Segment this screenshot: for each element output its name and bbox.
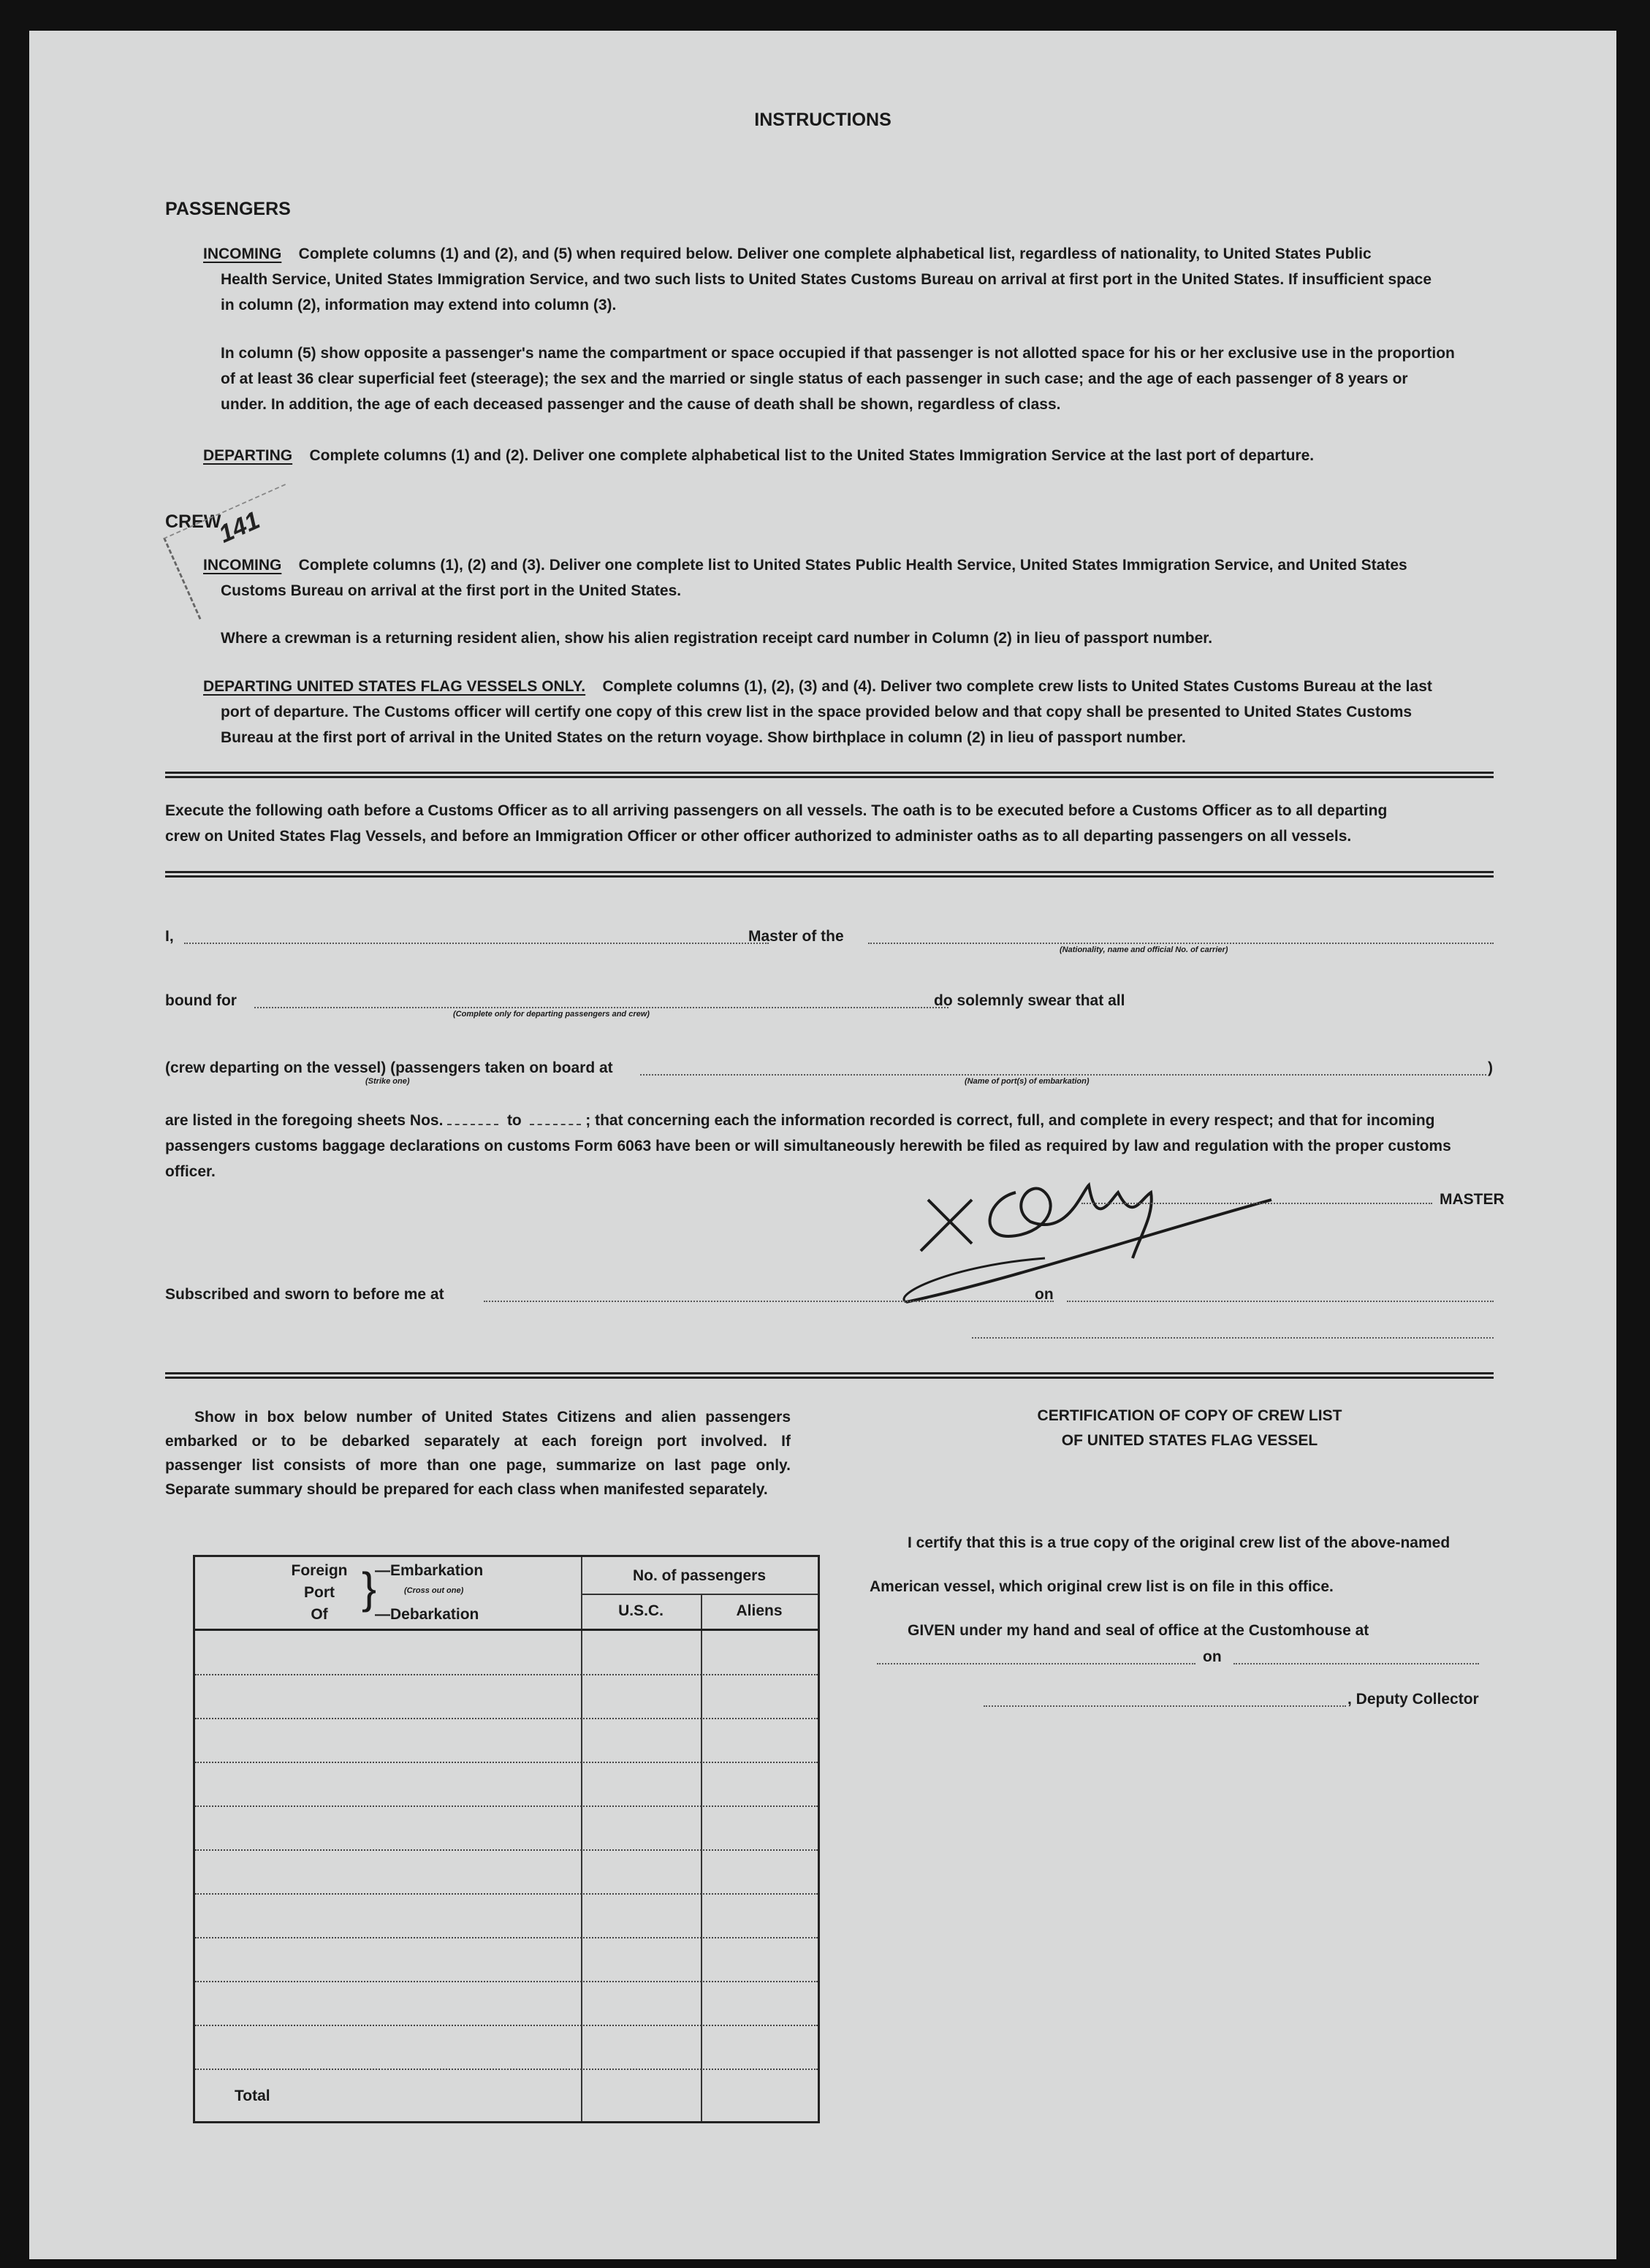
- table-row[interactable]: [195, 1718, 818, 1719]
- customhouse-field[interactable]: [877, 1663, 1195, 1664]
- departing-label: DEPARTING: [203, 447, 293, 464]
- given-line: GIVEN under my hand and seal of office at the Customhouse at: [908, 1622, 1369, 1639]
- summary-instr-line-2: embarked or to be debarked separately at each foreign port involved. If: [165, 1433, 791, 1450]
- master-signature: [862, 1149, 1301, 1331]
- table-row[interactable]: [195, 1805, 818, 1807]
- crew-incoming-label: INCOMING: [203, 557, 282, 574]
- strike-one-note: (Strike one): [365, 1077, 410, 1086]
- deputy-signature-field[interactable]: [984, 1705, 1346, 1707]
- summary-instr-text-1: Show in box below number of United States Citizens and alien passengers: [194, 1409, 791, 1426]
- sheets-text-a: are listed in the foregoing sheets Nos.: [165, 1112, 444, 1129]
- passengers-departing: [203, 443, 1314, 468]
- sworn-date-field[interactable]: [1067, 1301, 1494, 1302]
- embarkation-label[interactable]: —Embarkation: [375, 1562, 484, 1579]
- of-label: Of: [311, 1606, 328, 1623]
- certify-line-1: I certify that this is a true copy of the original crew list of the above-named: [908, 1534, 1451, 1551]
- sheets-line-1: [165, 1108, 1502, 1133]
- col5-line-3: under. In addition, the age of each deceased passenger and the cause of death shall be shown, regardless of class.: [221, 396, 1061, 413]
- master-label: MASTER: [1440, 1191, 1505, 1208]
- oath-intro-line-1: Execute the following oath before a Customs Officer as to all arriving passengers on all vessels. The oath is to be executed before a Customs Officer as to all departing: [165, 802, 1388, 819]
- header-divider: [581, 1594, 818, 1595]
- sworn-place-field[interactable]: [484, 1301, 1054, 1302]
- crew-heading: CREW: [165, 511, 221, 532]
- column-divider: [581, 1557, 582, 2121]
- summary-instr-line-4: Separate summary should be prepared for each class when manifested separately.: [165, 1481, 768, 1498]
- col5-line-1: In column (5) show opposite a passenger's name the compartment or space occupied if that passenger is not allotted space for his or her exclusive use in the proportion: [221, 345, 1455, 362]
- cert-date-field[interactable]: [1233, 1663, 1479, 1664]
- sworn-on-label: on: [1035, 1286, 1054, 1303]
- divider: [165, 772, 1494, 778]
- aliens-header: Aliens: [736, 1602, 783, 1619]
- sheets-to: to: [506, 1112, 522, 1129]
- certification-title-2: OF UNITED STATES FLAG VESSEL: [1061, 1432, 1318, 1449]
- crew-incoming-line-1: Complete columns (1), (2) and (3). Deliver one complete list to United States Public Health Service, United States Immigration Service, and United States: [298, 557, 1407, 574]
- incoming-line-2: Health Service, United States Immigration Service, and two such lists to United States Customs Bureau on arrival at first port in the United States. If insufficient space: [221, 271, 1432, 288]
- passengers-incoming: [203, 241, 1540, 267]
- stamp-number: 141: [214, 506, 265, 549]
- col5-line-2: of at least 36 clear superficial feet (steerage); the sex and the married or single status of each passenger in such case; and the age of each passenger of 8 years or: [221, 370, 1408, 387]
- debarkation-label[interactable]: —Debarkation: [375, 1606, 479, 1623]
- oath-intro-line-2: crew on United States Flag Vessels, and before an Immigration Officer or other officer authorized to administer oaths as to all departing passengers on all vessels.: [165, 828, 1352, 845]
- officer-signature-field[interactable]: [972, 1337, 1494, 1339]
- incoming-line-3: in column (2), information may extend into column (3).: [221, 297, 617, 313]
- sheet-from-field[interactable]: [447, 1124, 498, 1125]
- flag-line-1: Complete columns (1), (2), (3) and (4). Deliver two complete crew lists to United States Customs Bureau at the last: [602, 678, 1432, 695]
- oath-i: I,: [165, 928, 174, 945]
- table-row[interactable]: [195, 1762, 818, 1763]
- no-passengers-header: No. of passengers: [632, 1567, 767, 1584]
- flag-line-2: port of departure. The Customs officer will certify one copy of this crew list in the space provided below and that copy shall be presented to United States Customs: [221, 704, 1413, 720]
- certify-line-2: American vessel, which original crew list is on file in this office.: [870, 1578, 1334, 1595]
- usc-header: U.S.C.: [618, 1602, 664, 1619]
- total-label: Total: [235, 2088, 270, 2104]
- sheets-text-b: ; that concerning each the information recorded is correct, full, and complete in every respect; and that for incoming: [585, 1112, 1435, 1129]
- foreign-label: Foreign: [291, 1562, 348, 1579]
- sheets-line-3: officer.: [165, 1163, 216, 1180]
- incoming-line-1: Complete columns (1) and (2), and (5) when required below. Deliver one complete alphabetical list, regardless of nationality, to United States Public: [298, 246, 1372, 262]
- table-row[interactable]: [195, 1937, 818, 1938]
- passenger-summary-table: [193, 1555, 820, 2123]
- table-row[interactable]: [195, 1981, 818, 1982]
- carrier-field[interactable]: [868, 943, 1494, 944]
- ports-field[interactable]: [640, 1074, 1486, 1076]
- destination-field[interactable]: [254, 1007, 948, 1008]
- subscribed-label: Subscribed and sworn to before me at: [165, 1286, 444, 1303]
- flag-vessels: [203, 674, 1432, 699]
- column-divider: [701, 1594, 702, 2121]
- document-page: [29, 31, 1616, 2259]
- table-row[interactable]: [195, 2025, 818, 2026]
- master-signature-line[interactable]: [1081, 1203, 1432, 1204]
- master-of-label: Master of the: [748, 928, 844, 945]
- page-title: INSTRUCTIONS: [754, 110, 891, 130]
- summary-instr-line-3: passenger list consists of more than one page, summarize on last page only.: [165, 1457, 791, 1474]
- master-name-field[interactable]: [184, 943, 769, 944]
- bound-for-label: bound for: [165, 992, 237, 1009]
- table-row[interactable]: [195, 1674, 818, 1675]
- nationality-note: (Nationality, name and official No. of carrier): [1060, 945, 1228, 954]
- swear-text: do solemnly swear that all: [934, 992, 1125, 1009]
- table-row[interactable]: [195, 1849, 818, 1851]
- divider: [165, 871, 1494, 878]
- ports-note: (Name of port(s) of embarkation): [965, 1077, 1090, 1086]
- departing-text: Complete columns (1) and (2). Deliver one complete alphabetical list to the United States Immigration Service at the last port of departure.: [309, 447, 1315, 464]
- sheets-line-2: passengers customs baggage declarations on customs Form 6063 have been or will simultaneously herewith be filed as required by law and regulation with the proper customs: [165, 1138, 1451, 1154]
- foreign-port-of-label: [275, 1560, 363, 1626]
- crew-incoming-line-2: Customs Bureau on arrival at the first port in the United States.: [221, 582, 682, 599]
- sheet-to-field[interactable]: [530, 1124, 581, 1125]
- port-label: Port: [304, 1584, 335, 1601]
- certification-title-1: CERTIFICATION OF COPY OF CREW LIST: [1037, 1407, 1342, 1424]
- flag-line-3: Bureau at the first port of arrival in the United States on the return voyage. Show birthplace in column (2) in lieu of passport number.: [221, 729, 1186, 746]
- crew-departing-text: (crew departing on the vessel) (passengers taken on board at: [165, 1059, 613, 1076]
- deputy-collector-label: , Deputy Collector: [1347, 1691, 1479, 1708]
- table-row[interactable]: [195, 1893, 818, 1895]
- incoming-label: INCOMING: [203, 246, 282, 262]
- passengers-heading: PASSENGERS: [165, 199, 291, 219]
- flag-vessels-label: DEPARTING UNITED STATES FLAG VESSELS ONLY.: [203, 678, 586, 695]
- summary-instr-line-1: [165, 1404, 791, 1430]
- brace-icon: }: [362, 1564, 377, 1613]
- close-paren: ): [1488, 1059, 1493, 1076]
- header-bottom-rule: [195, 1629, 818, 1631]
- complete-only-note: (Complete only for departing passengers and crew): [453, 1010, 650, 1019]
- table-row[interactable]: [195, 2069, 818, 2070]
- crew-resident-note: Where a crewman is a returning resident alien, show his alien registration receipt card number in Column (2) in lieu of passport number.: [221, 630, 1213, 647]
- divider: [165, 1372, 1494, 1379]
- cert-on-label: on: [1203, 1648, 1222, 1665]
- crew-incoming: [203, 552, 1407, 578]
- cross-out-note: (Cross out one): [404, 1586, 464, 1595]
